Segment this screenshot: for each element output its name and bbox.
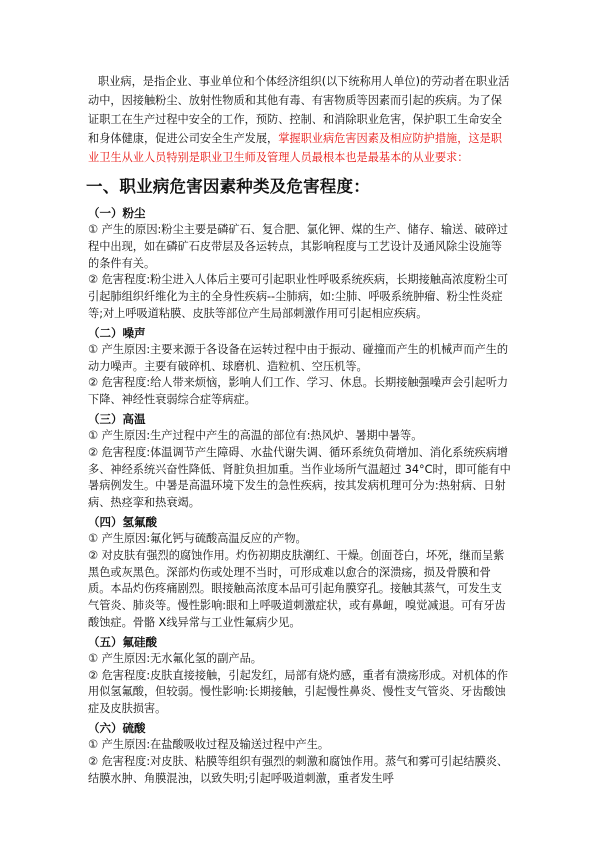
section-hydrofluoric-acid — [88, 514, 512, 632]
paragraph: ① 产生的原因:粉尘主要是磷矿石、复合肥、氯化钾、煤的生产、储存、输送、破碎过程中出现，如在磷矿石皮带层及各运转点，其影响程度与工艺设计及通风除尘设施等的条件有关。 — [88, 223, 509, 270]
section-sulfuric-acid — [88, 720, 512, 787]
section-title: （五）氟硅酸 — [88, 634, 157, 649]
paragraph: ① 产生原因:主要来源于各设备在运转过程中由于振动、碰撞而产生的机械声而产生的动力噪声。主要有破碎机、球磨机、造粒机、空压机等。 — [88, 342, 509, 373]
section-title: （一）粉尘 — [88, 206, 146, 220]
intro-highlight: 掌握职业病危害因素及相应防护措施，这是职业卫生从业人员特别是职业卫生师及管理人员最根本也是最基本的从业要求： — [88, 132, 502, 164]
paragraph: ② 危害程度:对皮肤、粘膜等组织有强烈的刺激和腐蚀作用。蒸气和雾可引起结膜炎、结膜水肿、角膜混浊，以致失明;引起呼吸道刺激，重者发生呼 — [88, 754, 509, 785]
paragraph: ② 危害程度:皮肤直接接触，引起发红，局部有烧灼感，重者有溃疡形成。对机体的作用似氢氟酸，但较弱。慢性影响:长期接触，引起慢性鼻炎、慢性支气管炎、牙齿酸蚀症及皮肤损害。 — [88, 668, 509, 716]
paragraph: ① 产生原因:无水氟化氢的副产品。 — [88, 651, 262, 665]
paragraph: ② 危害程度:粉尘进入人体后主要可引起职业性呼吸系统疾病，长期接触高浓度粉尘可引起肺组织纤维化为主的全身性疾病--尘肺病，如:尘肺、呼吸系统肿瘤、粉尘性炎症等;对上呼吸道粘膜、皮肤等部位产生局部刺激作用可引起相应疾病。 — [88, 273, 509, 320]
section-dust — [88, 205, 512, 323]
paragraph: ① 产生原因:氟化钙与硫酸高温反应的产物。 — [88, 531, 307, 545]
section-title: （四）氢氟酸 — [88, 514, 157, 529]
paragraph: ② 危害程度:给人带来烦恼，影响人们工作、学习、休息。长期接触强噪声会引起听力下降、神经性衰弱综合症等病症。 — [88, 376, 509, 407]
paragraph: ② 对皮肤有强烈的腐蚀作用。灼伤初期皮肤潮红、干燥。创面苍白，坏死，继而呈紫黑色或灰黑色。深部灼伤或处理不当时，可形成难以愈合的深溃疡，损及骨膜和骨质。本品灼伤疼痛剧烈。眼接触高浓度本品可引起角膜穿孔。接触其蒸气，可发生支气管炎、肺炎等。慢性影响:眼和上呼吸道刺激症状，或有鼻衄，嗅觉减退。可有牙齿酸蚀症。骨骼 X线异常与工业性氟病少见。 — [88, 548, 506, 629]
paragraph: ① 产生原因:生产过程中产生的高温的部位有:热风炉、暑期中暑等。 — [88, 428, 423, 442]
section-title: （三）高温 — [88, 411, 146, 426]
section-title: （二）噪声 — [88, 325, 146, 340]
section-heading: 一、职业病危害因素种类及危害程度： — [86, 177, 370, 196]
intro-paragraph — [88, 72, 512, 167]
section-noise — [88, 325, 512, 409]
section-fluosilicic-acid — [88, 634, 512, 718]
intro-text: 职业病，是指企业、事业单位和个体经济组织(以下统称用人单位)的劳动者在职业活动中，因接触粉尘、放射性物质和其他有毒、有害物质等因素而引起的疾病。为了保证职工在生产过程中安全的工作，预防、控制、和消除职业危害，保护职工生命安全和身体健康，促进公司安全生产发展， — [88, 75, 510, 145]
section-heat — [88, 411, 512, 512]
section-title: （六）硫酸 — [88, 720, 146, 735]
paragraph: ② 危害程度:体温调节产生障碍、水盐代谢失调、循环系统负荷增加、消化系统疾病增多、神经系统兴奋性降低、肾脏负担加重。当作业场所气温超过 34°C时，即可能有中暑病例发生。中暑是高温环境下发生的急性疾病，按其发病机理可分为:热射病、日射病、热痉挛和热衰竭。 — [88, 445, 511, 510]
paragraph: ① 产生原因:在盐酸吸收过程及输送过程中产生。 — [88, 737, 330, 751]
document-page — [88, 72, 512, 787]
